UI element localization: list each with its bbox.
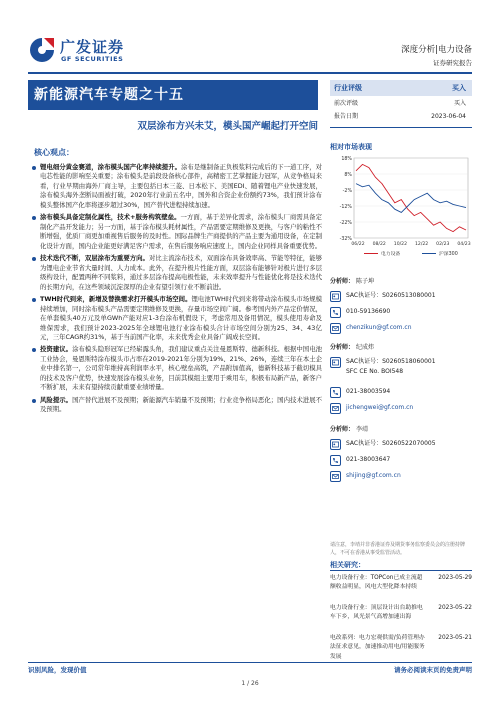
analyst-email[interactable]: jichengwei@gf.com.cn bbox=[346, 404, 414, 411]
analyst-email-row bbox=[330, 470, 472, 486]
chart-y-tick-label: -2% bbox=[342, 188, 352, 194]
analyst-phone: 021-38003647 bbox=[346, 456, 391, 463]
analyst-sfc: SFC CE No. BOI548 bbox=[346, 368, 404, 375]
phone-icon bbox=[330, 307, 341, 318]
analyst-email[interactable]: chenzikun@gf.com.cn bbox=[346, 324, 412, 331]
doc-subtype: 证券研究报告 bbox=[433, 59, 472, 67]
rating-box bbox=[330, 80, 472, 128]
rating-value: 买入 bbox=[452, 84, 466, 92]
bullet-icon bbox=[32, 298, 36, 302]
list-item[interactable] bbox=[330, 634, 472, 664]
list-item bbox=[30, 396, 322, 415]
analyst-role: 分析师： bbox=[330, 344, 355, 351]
id-card-icon bbox=[330, 439, 341, 450]
mail-icon bbox=[330, 471, 341, 482]
performance-heading: 相对市场表现 bbox=[330, 143, 372, 151]
related-date: 2023-05-22 bbox=[438, 605, 472, 611]
report-header bbox=[28, 34, 472, 74]
related-title: 电力设备行业：TOPCon已成主流超额收益明显，风电大型化降本持续 bbox=[330, 575, 423, 591]
bullet-text: 一方面，基于差异化需求，涂布模头厂商需具备定制化产品开发能力；另一方面，基于涂布模头耗材属性，产品需要定期维修及更换，与客户的粘性不断增强，优质厂商更加重视售后服务的及时性。国际品牌生产商提供的产品主要为通用设备，在定制化设计方面，国内企业能更好满足客户需求，在售后服务响应速度上，国内企业同样具备重要优势。 bbox=[40, 213, 323, 250]
list-item[interactable] bbox=[330, 604, 472, 634]
chart-y-tick-label: -22% bbox=[339, 220, 352, 226]
rating-header bbox=[330, 80, 472, 96]
relative-performance-chart bbox=[330, 154, 472, 262]
bullet-lead: TWH时代到来，新增及替换需求打开模头市场空间。 bbox=[40, 295, 192, 304]
bullet-text: 涂布模头隐形冠军已经崭露头角，我们建议重点关注曼恩斯特、德新科技。根据中国电池工业协会，曼恩斯特涂布模头市占率在2019-2021年分别为19%、21%、26%，连续三年在本土企业中排名第一，公司常年维持高利润率水平，核心壁垒高筑，产品附加值高，德新科技基于截切模具的技术及客户优势，快速发展涂布模头业务，目前其模组主要用于乘用车，积极布局新产品，新客户不断扩展，未来有望持续贡献重要业绩增量。 bbox=[40, 345, 323, 392]
chart-x-tick-label: 10/22 bbox=[393, 242, 408, 247]
doc-type: 深度分析|电力设备 bbox=[401, 45, 472, 55]
analyst-phone-row bbox=[330, 306, 472, 322]
bullet-icon bbox=[32, 348, 36, 352]
bullet-text: 涂布是继制备正负极浆料完成后的下一道工序，对电芯性能的影响至关重要；涂布模头是前段设备核心部件，高精密工艺掌握能力冠军，从竞争格局来看，行业早期由海外厂商主导，主要包括日本三菱、日本松下、美国EDI、随着锂电产业快速发展，涂布模头海外垄断局面被打破，2020年行业前五名中，国外和合资企业份额约73%，我们预计涂布模头整体国产化率将逐步超过30%，国产替代进程持续加速。 bbox=[40, 163, 323, 209]
id-card-icon bbox=[330, 357, 341, 368]
id-card-icon bbox=[330, 291, 341, 302]
chart-x-tick-label: 08/22 bbox=[372, 242, 386, 247]
analyst-email-row bbox=[330, 402, 472, 418]
analyst-sac-row bbox=[330, 290, 472, 306]
list-item bbox=[30, 163, 322, 210]
analyst-header bbox=[330, 426, 368, 435]
rating-label: 行业评级 bbox=[334, 84, 362, 92]
list-item bbox=[30, 345, 322, 392]
analyst-list bbox=[330, 278, 472, 492]
analyst-header bbox=[330, 278, 374, 287]
analyst-disclaimer: 请注意，李靖并非香港证券及期货事务监察委员会的注册持牌人，不可在香港从事受监管活动。 bbox=[330, 542, 466, 556]
chart-legend-label: 沪深300 bbox=[439, 252, 458, 257]
chart-y-tick-label: 8% bbox=[344, 172, 352, 178]
analyst-sac-row bbox=[330, 438, 472, 454]
analyst-name: 李靖 bbox=[355, 426, 368, 433]
analyst-header bbox=[330, 344, 374, 353]
gf-logo-mark-icon bbox=[28, 36, 56, 64]
chart-y-tick-label: 18% bbox=[341, 156, 352, 162]
report-title: 新能源汽车专题之十五 bbox=[34, 87, 184, 103]
bullet-icon bbox=[32, 216, 36, 220]
rating-row-previous bbox=[330, 98, 472, 111]
gf-logo bbox=[28, 34, 148, 68]
bullet-icon bbox=[32, 257, 36, 261]
phone-icon bbox=[330, 387, 341, 398]
analyst-phone: 010-59136690 bbox=[346, 308, 391, 315]
list-item bbox=[30, 254, 322, 292]
related-research-list bbox=[330, 574, 472, 664]
rating-row-value: 2023-06-04 bbox=[431, 113, 466, 120]
footer-disclaimer-link[interactable]: 请务必阅读末页的免责声明 bbox=[394, 666, 472, 674]
brand-name-en: GF SECURITIES bbox=[61, 55, 124, 63]
chart-legend-label: 电力设备 bbox=[381, 252, 401, 257]
analyst-sac-row bbox=[330, 356, 472, 382]
analyst-sac: SAC执证号：S0260522070005 bbox=[346, 440, 436, 447]
title-banner bbox=[28, 80, 318, 110]
bullet-text: 锂电池TWH时代到来将带动涂布模头市场规模持续增加，同时涂布模头产品需要定期维修及更换，存量市场空间广阔。参考国内外产品定价情况，在单套模头40万元及单GWh产能对应1-3台涂布机假设下，考虑常用及备用情况，模头使用寿命及维保需求，我们预计2023-2025年全球锂电池行业涂布模头合计市场空间分别为25、34、43亿元，三年CAGR约31%，基于当前国产化率，未来优秀企业具备广阔成长空间。 bbox=[40, 295, 322, 341]
chart-x-tick-label: 06/22 bbox=[351, 242, 365, 247]
analyst-card bbox=[330, 426, 472, 492]
phone-icon bbox=[330, 455, 341, 466]
analyst-phone: 021-38003594 bbox=[346, 388, 391, 395]
related-date: 2023-05-21 bbox=[438, 635, 472, 641]
chart-series-line-0 bbox=[356, 164, 466, 231]
analyst-card bbox=[330, 344, 472, 426]
chart-x-tick-label: 02/23 bbox=[436, 242, 450, 247]
analyst-sac: SAC执证号：S0260513080001 bbox=[346, 292, 436, 299]
analyst-role: 分析师： bbox=[330, 426, 355, 433]
analyst-name: 纪成炜 bbox=[355, 344, 374, 351]
bullet-text: 国产替代进展不及预期；新能源汽车销量不及预期；行业竞争格局恶化；国内技术进展不及预期。 bbox=[40, 395, 323, 414]
bullet-lead: 风险提示。 bbox=[40, 395, 73, 404]
analyst-email[interactable]: shijing@gf.com.cn bbox=[346, 472, 401, 479]
list-item bbox=[30, 295, 322, 342]
related-divider bbox=[330, 570, 472, 571]
rating-row-label: 前次评级 bbox=[334, 100, 359, 107]
analyst-phone-row bbox=[330, 454, 472, 470]
bullet-lead: 涂布模头具备定制化属性，技术+服务构筑壁垒。 bbox=[40, 213, 181, 222]
bullet-icon bbox=[32, 399, 36, 403]
related-date: 2023-05-29 bbox=[438, 575, 472, 581]
rating-row-date bbox=[330, 111, 472, 124]
bullet-lead: 投资建议。 bbox=[40, 345, 73, 354]
analyst-role: 分析师： bbox=[330, 278, 355, 285]
report-subtitle: 双层涂布方兴未艾，模头国产崛起打开空间 bbox=[137, 121, 318, 132]
mail-icon bbox=[330, 323, 341, 334]
list-item[interactable] bbox=[330, 574, 472, 604]
rating-divider bbox=[330, 127, 472, 128]
related-title: 电改系列：电力宏观供需/负荷管理办法征求意见，加速推动用电/用能服务发展 bbox=[330, 635, 425, 660]
chart-plot-frame bbox=[354, 158, 468, 238]
chart-x-tick-label: 04/23 bbox=[457, 242, 471, 247]
analyst-phone-row bbox=[330, 386, 472, 402]
chart-y-tick-label: -12% bbox=[339, 204, 352, 210]
bullet-lead: 锂电细分黄金赛道，涂布模头国产化率持续提升。 bbox=[40, 163, 182, 171]
analyst-sac: SAC执证号：S0260518060001 bbox=[346, 358, 436, 365]
footer-slogan: 识别风险，发现价值 bbox=[28, 666, 87, 674]
header-divider bbox=[28, 72, 472, 74]
chart-series-line-1 bbox=[356, 184, 466, 213]
page-number: 1 / 26 bbox=[241, 680, 259, 687]
analyst-name: 陈子坤 bbox=[355, 278, 374, 285]
related-research-heading: 相关研究： bbox=[330, 561, 365, 569]
chart-x-tick-label: 12/22 bbox=[414, 242, 429, 247]
bullet-icon bbox=[32, 166, 36, 170]
core-viewpoints-heading: 核心观点： bbox=[34, 148, 74, 157]
analyst-card bbox=[330, 278, 472, 344]
list-item bbox=[30, 213, 322, 251]
chart-y-tick-label: -32% bbox=[339, 236, 352, 242]
brand-name-cn: 广发证券 bbox=[60, 38, 125, 56]
mail-icon bbox=[330, 403, 341, 414]
footer-divider bbox=[28, 662, 472, 663]
core-viewpoints-list bbox=[30, 163, 322, 418]
rating-row-label: 报告日期 bbox=[334, 113, 359, 120]
related-title: 电力设备行业：顶层设计出台助推电车下乡，风光景气高增加速出海 bbox=[330, 605, 423, 621]
bullet-text: 对比主流涂布技术，双面涂布具备效率高、节能等特征，能够为锂电企业节省大量时间、人力成本。此外，在提升极片性能方面，双层涂布能够针对极片进行多层级构设计，配置两种不同浆料，通过多层涂布提高电极性能，未来效率提升与性能优化将是技术迭代的长期方向，在这些领域沉淀深厚的企业有望引领行业不断前进。 bbox=[40, 254, 323, 291]
bullet-lead: 技术迭代不断，双层涂布为重要方向。 bbox=[40, 254, 149, 263]
rating-row-value: 买入 bbox=[453, 100, 466, 107]
analyst-email-row bbox=[330, 322, 472, 338]
